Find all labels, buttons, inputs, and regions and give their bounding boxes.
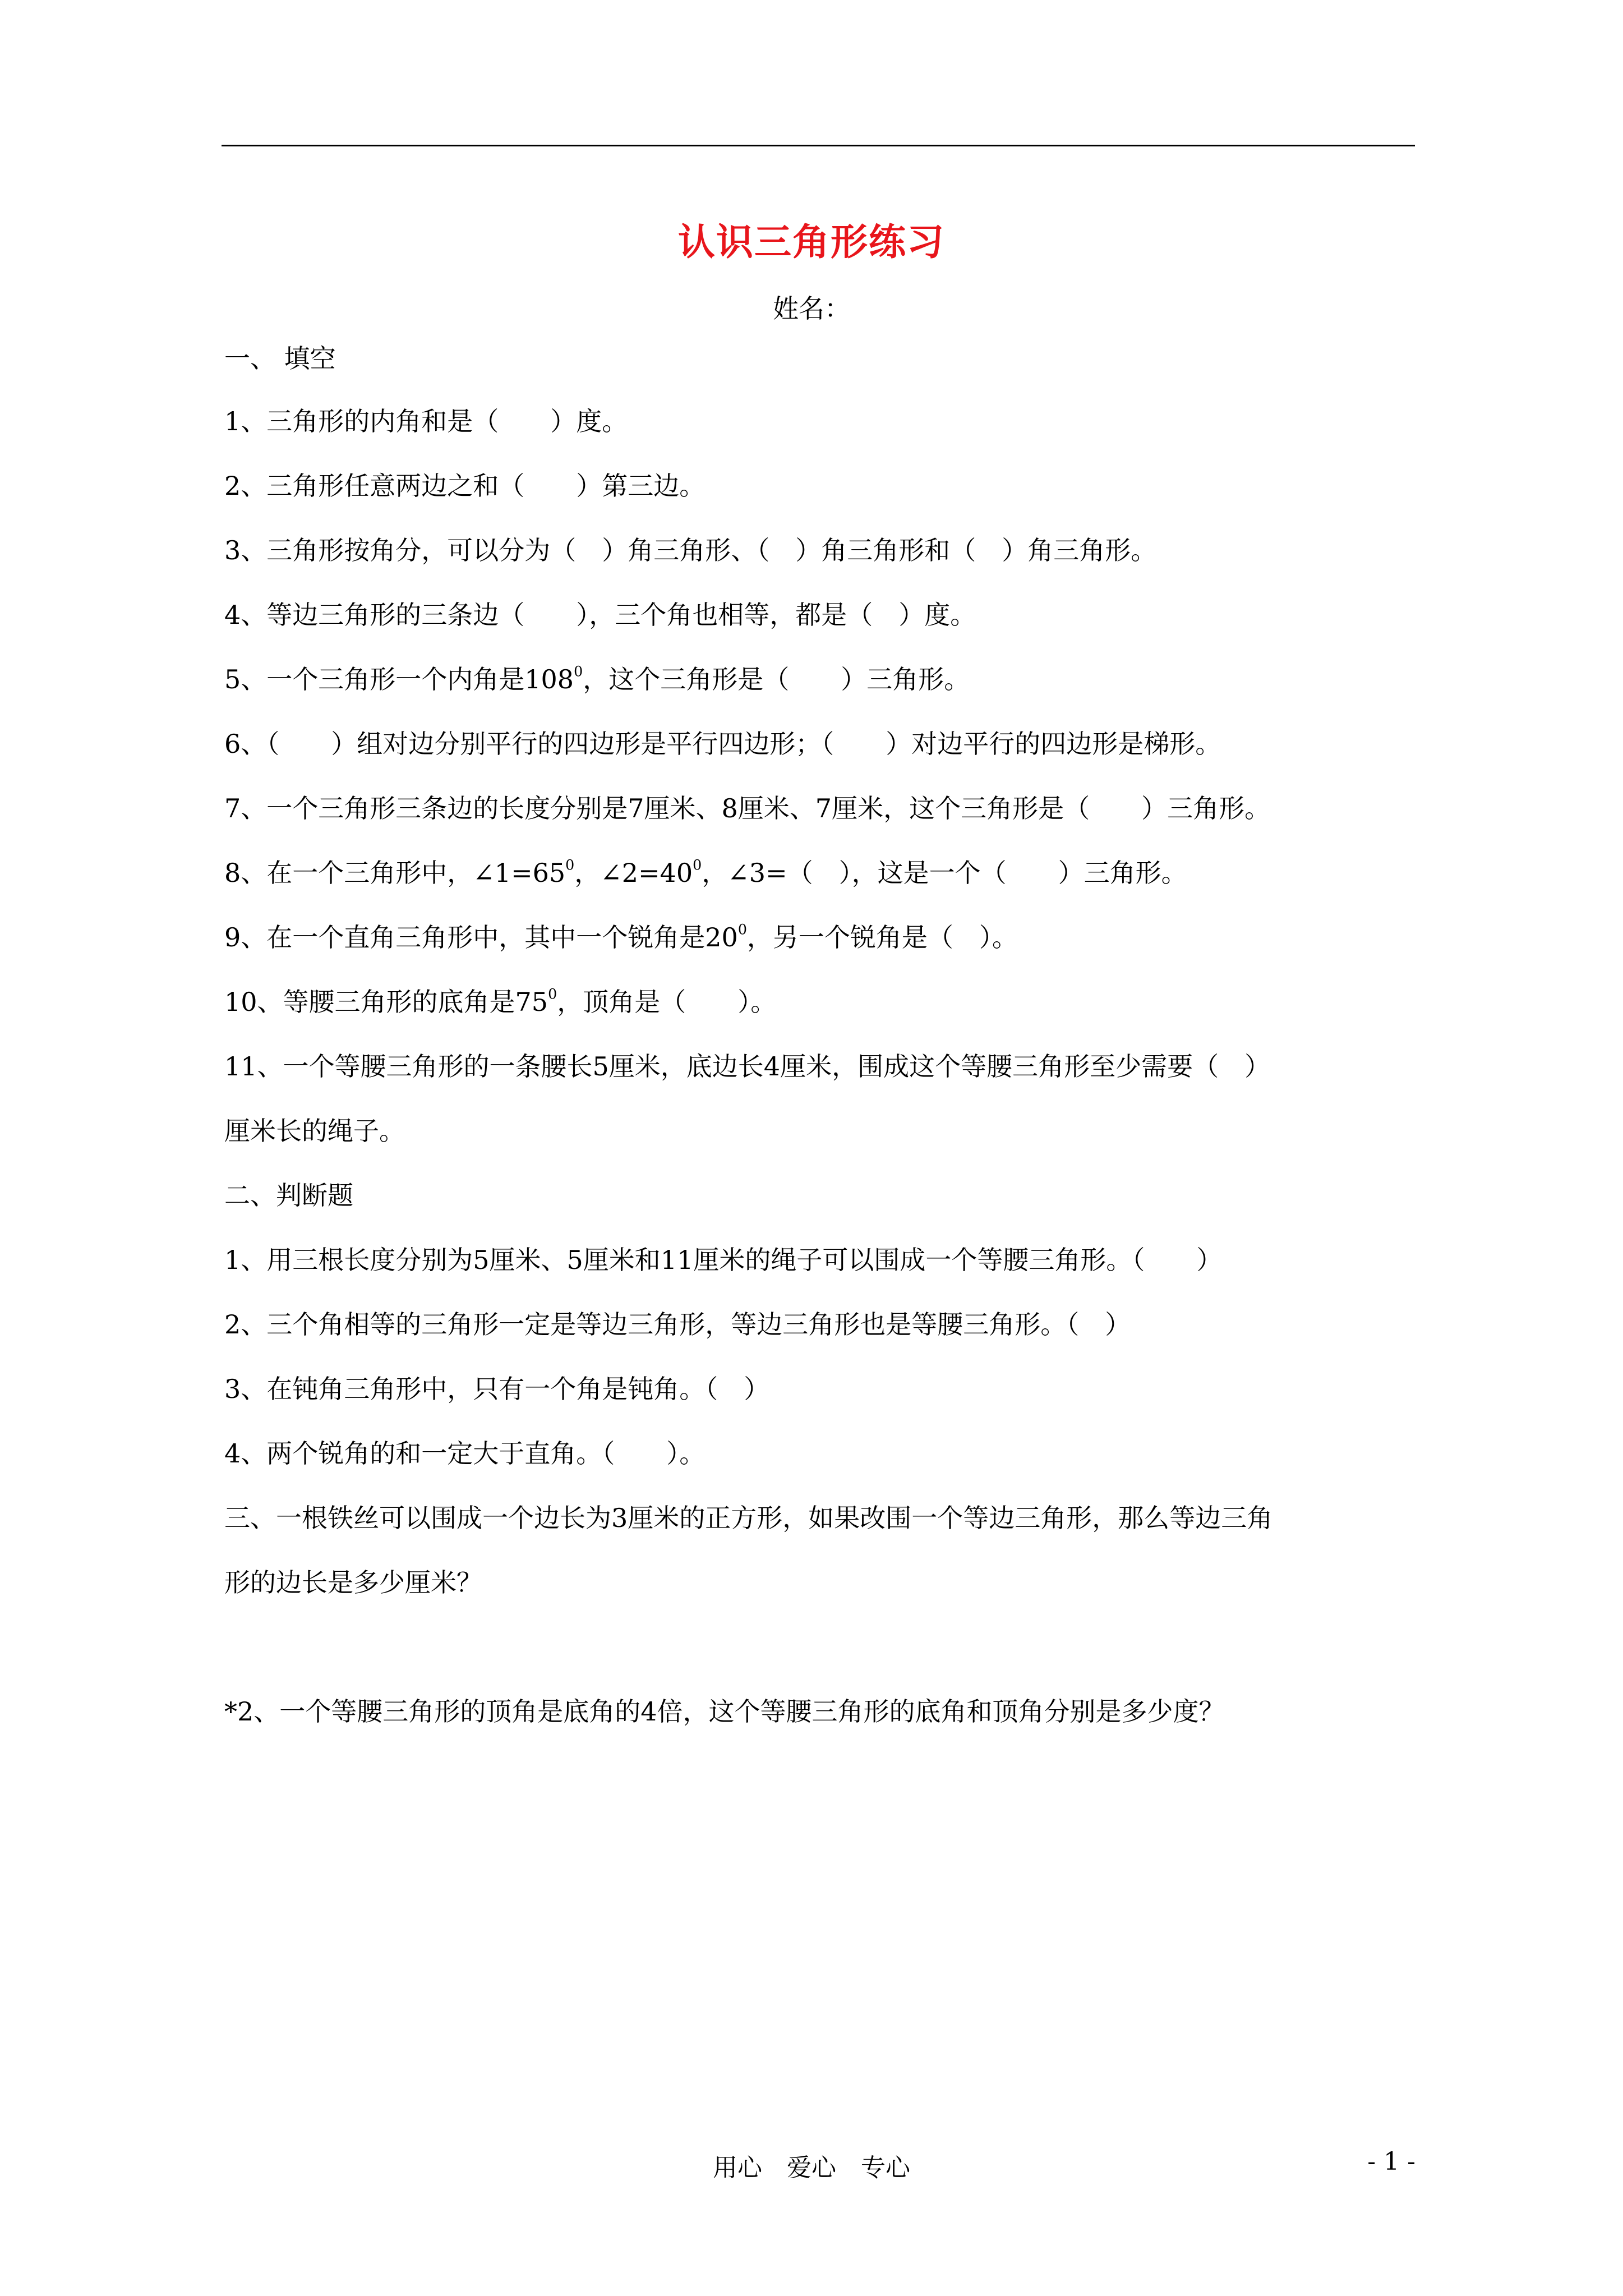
name-label: 姓名： — [773, 293, 850, 324]
fill-question-11: 11、一个等腰三角形的一条腰长5厘米，底边长4厘米，围成这个等腰三角形至少需要（ ） — [224, 1051, 1271, 1082]
fill-question-1: 1、三角形的内角和是（ ）度。 — [224, 406, 628, 436]
section-3-question-line2: 形的边长是多少厘米？ — [224, 1567, 482, 1598]
fill-question-4: 4、等边三角形的三条边（ ），三个角也相等，都是（ ）度。 — [224, 600, 976, 630]
fill-question-11-cont: 厘米长的绳子。 — [224, 1116, 405, 1146]
page-title: 认识三角形练习 — [678, 220, 945, 264]
judge-question-4: 4、两个锐角的和一定大于直角。（ ）。 — [224, 1438, 706, 1469]
judge-question-3: 3、在钝角三角形中，只有一个角是钝角。（ ） — [224, 1374, 770, 1404]
section-3-question-line1: 三、一根铁丝可以围成一个边长为3厘米的正方形，如果改围一个等边三角形，那么等边三角 — [224, 1503, 1273, 1533]
fill-question-7: 7、一个三角形三条边的长度分别是7厘米、8厘米、7厘米，这个三角形是（ ）三角形。 — [224, 793, 1271, 823]
section-1-heading: 一、 填空 — [224, 343, 336, 374]
fill-question-8: 8、在一个三角形中，$\angle 1=65^0$，$\angle 2=40^0$，∠3=（ ），这是一个（ ）三角形。 — [224, 857, 1187, 888]
page-number: - 1 - — [1367, 2147, 1415, 2176]
fill-question-5: 5、一个三角形一个内角是$108^0$，这个三角形是（ ）三角形。 — [224, 663, 970, 694]
section-2-heading: 二、判断题 — [224, 1180, 353, 1211]
fill-question-9: 9、在一个直角三角形中，其中一个锐角是$20^0$，另一个锐角是（ ）。 — [224, 921, 1018, 953]
fill-question-2: 2、三角形任意两边之和（ ）第三边。 — [224, 471, 706, 501]
footer-motto: 用心 爱心 专心 — [713, 2154, 910, 2182]
fill-question-10: 10、等腰三角形的底角是$75^0$，顶角是（ ）。 — [224, 986, 777, 1017]
judge-question-1: 1、用三根长度分别为5厘米、5厘米和11厘米的绳子可以围成一个等腰三角形。（ ） — [224, 1245, 1223, 1275]
judge-question-2: 2、三个角相等的三角形一定是等边三角形，等边三角形也是等腰三角形。（ ） — [224, 1309, 1131, 1340]
header-rule — [222, 145, 1415, 146]
fill-question-6: 6、（ ）组对边分别平行的四边形是平行四边形；（ ）对边平行的四边形是梯形。 — [224, 729, 1221, 759]
fill-question-3: 3、三角形按角分，可以分为（ ）角三角形、（ ）角三角形和（ ）角三角形。 — [224, 535, 1157, 565]
star-question: *2、一个等腰三角形的顶角是底角的4倍，这个等腰三角形的底角和顶角分别是多少度？ — [224, 1696, 1225, 1727]
